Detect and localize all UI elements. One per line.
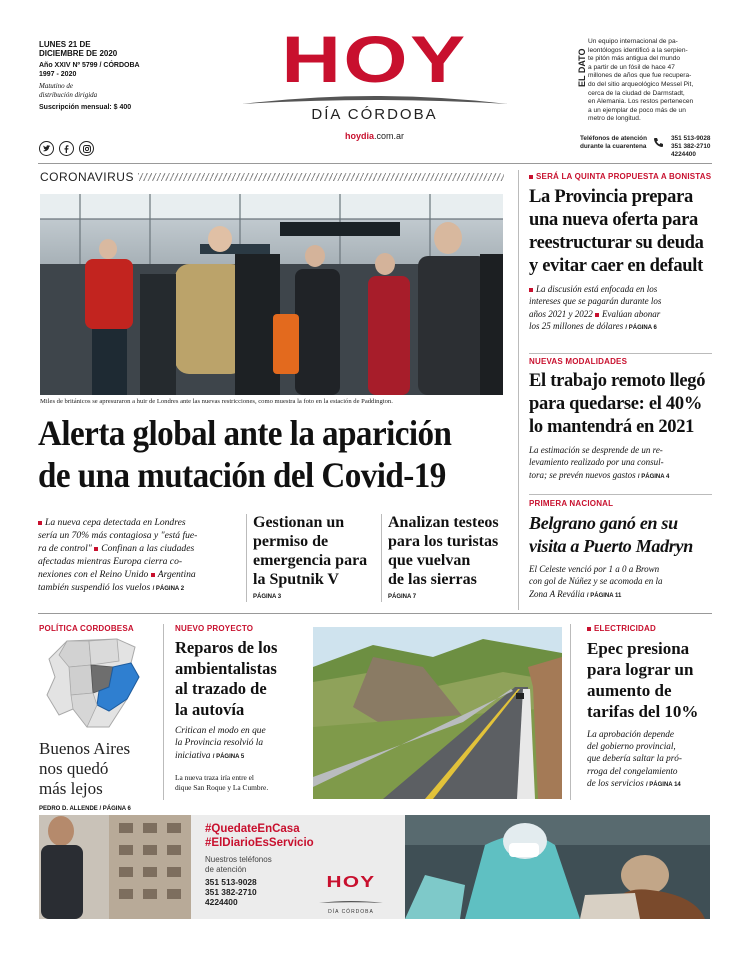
website-rest: .com.ar bbox=[374, 131, 405, 141]
summary-text: sería un 70% más contagiosa y "está fue- bbox=[38, 530, 198, 541]
column-divider bbox=[570, 624, 571, 800]
bullet-square bbox=[529, 175, 533, 179]
sub-headline-line: de las sierras bbox=[388, 571, 477, 588]
main-headline-line: de una mutación del Covid-19 bbox=[38, 455, 446, 495]
summary-text: afectadas mientras Europa cierra co- bbox=[38, 556, 183, 567]
right-story-deuda[interactable] bbox=[529, 172, 719, 335]
years-line: 1997 - 2020 bbox=[39, 71, 77, 78]
el-dato-line: Un equipo internacional de pa- bbox=[588, 38, 678, 45]
story-kicker: PRIMERA NACIONAL bbox=[529, 499, 614, 508]
story-kicker: NUEVO PROYECTO bbox=[175, 624, 254, 633]
bottom-headline-line: nos quedó bbox=[39, 759, 109, 778]
ad-photo-right bbox=[405, 815, 710, 919]
subscription-line: Suscripción mensual: $ 400 bbox=[39, 104, 132, 111]
summary-text: los 25 millones de dólares bbox=[529, 321, 624, 332]
summary-text: intereses que se pagarán durante los bbox=[529, 296, 662, 307]
type-line: distribución dirigida bbox=[39, 91, 98, 99]
summary-text: La nueva cepa detectada en Londres bbox=[45, 517, 186, 528]
summary-text: iniciativa bbox=[175, 750, 211, 761]
story-kicker: POLÍTICA CORDOBESA bbox=[39, 624, 134, 633]
column-divider bbox=[381, 514, 382, 602]
el-dato-label: EL DATO bbox=[577, 48, 587, 87]
el-dato-line: a un ejemplar de poco más de un bbox=[588, 106, 686, 114]
story-kicker: NUEVAS MODALIDADES bbox=[529, 357, 628, 366]
phone-icon bbox=[653, 137, 664, 151]
el-dato-line: do del sitio arqueológico Messel Pit, bbox=[588, 80, 694, 88]
right-headline-line: para quedarse: el 40% bbox=[529, 394, 703, 414]
summary-text: con gol de Núñez y se acomoda en la bbox=[529, 576, 663, 587]
bottom-story-proyecto[interactable] bbox=[175, 624, 305, 792]
summary-text: La estimación se desprende de un re- bbox=[529, 445, 663, 455]
right-story-belgrano[interactable] bbox=[529, 499, 719, 602]
el-dato-line: metro de longitud. bbox=[588, 115, 641, 123]
bottom-headline-line: ambientalistas bbox=[175, 658, 277, 678]
page-ref: / PÁGINA 5 bbox=[212, 753, 245, 760]
column-divider bbox=[246, 514, 247, 602]
phone-number: 351 382-2710 bbox=[671, 143, 711, 150]
page-ref: / PÁGINA 2 bbox=[152, 586, 185, 592]
ad-phone-number: 351 382-2710 bbox=[205, 887, 257, 898]
section-label bbox=[40, 170, 504, 184]
page-ref: PÁGINA 7 bbox=[388, 594, 417, 600]
bottom-story-politica[interactable] bbox=[39, 624, 154, 812]
summary-text: que debería saltar la pró- bbox=[587, 753, 682, 764]
bullet-square bbox=[38, 521, 42, 525]
phones-label: durante la cuarentena bbox=[580, 143, 647, 150]
section-title: CORONAVIRUS bbox=[40, 170, 134, 184]
el-dato-line: te pitón más antigua del mundo bbox=[588, 55, 681, 63]
kicker-text: ELECTRICIDAD bbox=[594, 624, 656, 633]
date-line: DICIEMBRE DE 2020 bbox=[39, 49, 118, 58]
masthead-left bbox=[39, 40, 199, 112]
ad-phones-label: de atención bbox=[205, 865, 247, 874]
sub-headline-line: Analizan testeos bbox=[388, 514, 499, 531]
story-divider bbox=[529, 494, 712, 495]
sub-headline-line: para los turistas bbox=[388, 533, 499, 550]
summary-text: también suspendió los vuelos bbox=[38, 582, 151, 593]
summary-text: La discusión está enfocada en los bbox=[536, 284, 658, 294]
column-divider bbox=[163, 624, 164, 800]
ad-banner[interactable] bbox=[39, 815, 710, 919]
website-link[interactable] bbox=[232, 131, 517, 141]
ad-logo-swoosh bbox=[311, 891, 391, 909]
right-headline-line: y evitar caer en default bbox=[529, 256, 703, 276]
ad-photo-left bbox=[39, 815, 191, 919]
bullet-square bbox=[94, 547, 98, 551]
phone-number: 4224400 bbox=[671, 151, 696, 158]
logo[interactable] bbox=[232, 22, 517, 148]
summary-text: años 2021 y 2022 bbox=[529, 308, 593, 319]
summary-text: Evalúan abonar bbox=[602, 308, 661, 319]
bottom-headline-line: la autovía bbox=[175, 699, 245, 719]
page-ref: / PÁGINA 4 bbox=[637, 473, 670, 480]
right-story-remoto[interactable] bbox=[529, 357, 719, 483]
sub-headline-line: que vuelvan bbox=[388, 552, 471, 569]
main-headline-line: Alerta global ante la aparición bbox=[38, 413, 452, 453]
summary-text: La aprobación depende bbox=[587, 729, 674, 739]
main-headline[interactable] bbox=[38, 412, 470, 496]
summary-text: del gobierno provincial, bbox=[587, 741, 676, 752]
page-ref: / PÁGINA 11 bbox=[586, 592, 622, 599]
page-ref: PÁGINA 3 bbox=[253, 594, 282, 600]
right-column-divider bbox=[518, 170, 519, 610]
el-dato-text bbox=[588, 38, 693, 124]
website-bold: hoydia bbox=[344, 131, 374, 141]
byline: PEDRO D. ALLENDE / PÁGINA 6 bbox=[39, 806, 131, 812]
twitter-icon[interactable] bbox=[39, 141, 54, 156]
bottom-headline-line: más lejos bbox=[39, 779, 103, 798]
bottom-headline-line: Epec presiona bbox=[587, 639, 690, 658]
ad-logo-wordmark: HOY bbox=[326, 874, 376, 891]
right-headline-line: una nueva oferta para bbox=[529, 210, 698, 230]
sub-story-testeos[interactable] bbox=[388, 513, 513, 600]
ad-logo bbox=[311, 875, 391, 915]
right-headline-line: La Provincia prepara bbox=[529, 187, 693, 207]
edition-line: Año XXIV Nº 5799 / CÓRDOBA bbox=[39, 62, 140, 69]
page-ref: / PÁGINA 6 bbox=[625, 325, 657, 332]
right-headline-line: Belgrano ganó en su bbox=[529, 513, 678, 533]
main-summary bbox=[38, 516, 238, 596]
right-headline-line: reestructurar su deuda bbox=[529, 233, 704, 253]
bullet-square bbox=[587, 627, 591, 631]
sub-headline-line: la Sputnik V bbox=[253, 571, 339, 588]
story-divider bbox=[529, 353, 712, 354]
summary-text: rroga del congelamiento bbox=[587, 765, 678, 776]
section-divider bbox=[38, 613, 712, 614]
summary-text: de los servicios bbox=[587, 777, 644, 788]
main-photo[interactable] bbox=[40, 194, 503, 395]
right-headline-line: lo mantendrá en 2021 bbox=[529, 417, 695, 437]
section-hatch bbox=[138, 173, 504, 181]
bottom-headline-line: aumento de bbox=[587, 681, 672, 700]
logo-subtitle: DÍA CÓRDOBA bbox=[311, 106, 438, 123]
el-dato-line: cerca de la ciudad de Darmstadt, bbox=[588, 89, 685, 97]
summary-text: tora; se prevén nuevos gastos bbox=[529, 469, 636, 480]
masthead-divider bbox=[38, 163, 712, 164]
page-ref: / PÁGINA 14 bbox=[645, 781, 681, 788]
summary-text: El Celeste venció por 1 a 0 a Brown bbox=[529, 564, 660, 574]
sub-story-sputnik[interactable] bbox=[253, 513, 378, 600]
photo-caption: La nueva traza iría entre el bbox=[175, 773, 254, 783]
el-dato-line: millones de años que fue recupera- bbox=[588, 72, 692, 80]
el-dato-line: en Alemania. Los restos pertenecen bbox=[588, 98, 694, 106]
sub-headline-line: Gestionan un bbox=[253, 514, 345, 531]
bottom-headline-line: para lograr un bbox=[587, 660, 694, 679]
summary-text: ra de control" bbox=[38, 543, 92, 554]
ad-phones-label: Nuestros teléfonos bbox=[205, 855, 272, 864]
social-icons bbox=[39, 141, 94, 156]
bullet-square bbox=[529, 288, 533, 292]
bottom-story-electricidad[interactable] bbox=[587, 624, 717, 791]
ad-hashtag: #ElDiarioEsServicio bbox=[205, 837, 314, 849]
facebook-icon[interactable] bbox=[59, 141, 74, 156]
phone-number: 351 513-9028 bbox=[671, 135, 711, 142]
right-headline-line: visita a Puerto Madryn bbox=[529, 536, 693, 556]
summary-text: Zona A Revália bbox=[529, 588, 585, 599]
photo-caption: dique San Roque y La Cumbre. bbox=[175, 782, 269, 792]
ad-phone-number: 4224400 bbox=[205, 897, 238, 908]
story-kicker bbox=[529, 172, 719, 181]
bullet-square bbox=[151, 573, 155, 577]
phones-label: Teléfonos de atención bbox=[580, 135, 647, 142]
el-dato-line: leontólogos identificó a la serpien- bbox=[588, 46, 688, 54]
bottom-headline-line: Buenos Aires bbox=[39, 739, 131, 758]
highway-photo[interactable] bbox=[313, 627, 562, 799]
summary-text: Confinan a las ciudades bbox=[101, 543, 195, 554]
story-kicker bbox=[587, 624, 717, 633]
logo-wordmark: HOY bbox=[281, 22, 468, 96]
ad-hashtag: #QuedateEnCasa bbox=[205, 823, 300, 835]
summary-text: la Provincia resolvió la bbox=[175, 738, 264, 749]
instagram-icon[interactable] bbox=[79, 141, 94, 156]
date-line: LUNES 21 DE bbox=[39, 40, 91, 49]
summary-text: nexiones con el Reino Unido bbox=[38, 569, 149, 580]
sub-headline-line: emergencia para bbox=[253, 552, 368, 569]
el-dato-line: a partir de un fósil de hace 47 bbox=[588, 63, 675, 71]
type-line: Matutino de bbox=[39, 82, 74, 90]
summary-text: levamiento realizado por una consul- bbox=[529, 457, 664, 468]
ad-phone-number: 351 513-9028 bbox=[205, 877, 257, 887]
photo-caption: Miles de británicos se apresuraron a huir de Londres ante las nuevas restricciones, como muestra la foto en la estación de Paddington. bbox=[40, 398, 393, 405]
summary-text: Argentina bbox=[157, 569, 196, 580]
bullet-square bbox=[595, 313, 599, 317]
ad-logo-subtitle: DÍA CÓRDOBA bbox=[328, 909, 374, 915]
right-headline-line: El trabajo remoto llegó bbox=[529, 371, 706, 391]
bottom-headline-line: al trazado de bbox=[175, 679, 267, 698]
summary-text: Critican el modo en que bbox=[175, 726, 266, 736]
argentina-map bbox=[39, 637, 151, 729]
kicker-text: SERÁ LA QUINTA PROPUESTA A BONISTAS bbox=[536, 172, 712, 181]
sub-headline-line: permiso de bbox=[253, 533, 329, 550]
bottom-headline-line: tarifas del 10% bbox=[587, 702, 699, 721]
bottom-headline-line: Reparos de los bbox=[175, 638, 278, 657]
